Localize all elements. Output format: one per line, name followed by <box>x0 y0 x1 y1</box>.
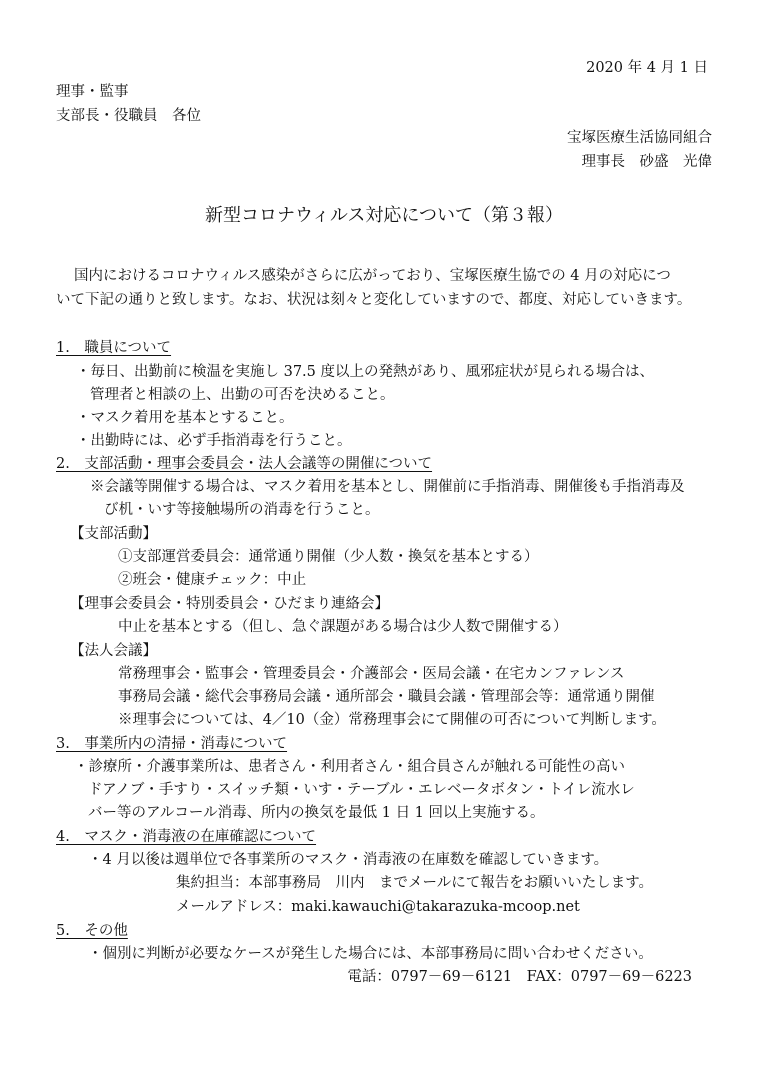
section-heading: 2. 支部活動・理事会委員会・法人会議等の開催について <box>56 456 433 472</box>
list-item: ①支部運営委員会：通常通り開催（少人数・換気を基本とする） <box>118 549 539 565</box>
recipient-line: 理事・監事 <box>56 84 129 100</box>
subsection-label: 【理事会委員会・特別委員会・ひだまり連絡会】 <box>70 596 389 612</box>
list-item: ・毎日、出勤前に検温を実施し 37.5 度以上の発熱があり、風邪症状が見られる場合は、 <box>76 364 654 380</box>
contact-instruction: 集約担当：本部事務局 川内 までメールにて報告をお願いいたします。 <box>176 875 654 891</box>
note-line: び机・いす等接触場所の消毒を行うこと。 <box>104 502 380 518</box>
list-item: 管理者と相談の上、出勤の可否を決めること。 <box>90 387 395 403</box>
sender-organization: 宝塚医療生活協同組合 <box>567 130 712 146</box>
list-item: 中止を基本とする（但し、急ぐ課題がある場合は少人数で開催する） <box>118 619 568 635</box>
list-item: ・個別に判断が必要なケースが発生した場合には、本部事務局に問い合わせください。 <box>88 946 653 962</box>
list-item: バー等のアルコール消毒、所内の換気を最低 1 日 1 回以上実施する。 <box>88 805 545 821</box>
section-heading: 1. 職員について <box>56 340 172 356</box>
date: 2020 年 4 月 1 日 <box>586 60 708 76</box>
section-heading: 5. その他 <box>56 923 128 939</box>
sender-name: 理事長 砂盛 光偉 <box>581 154 712 170</box>
intro-line: いて下記の通りと致します。なお、状況は刻々と変化していますので、都度、対応していきます。 <box>56 292 692 308</box>
list-item: ドアノブ・手すり・スイッチ類・いす・テーブル・エレベータボタン・トイレ流水レ <box>88 782 635 798</box>
list-item: ・出勤時には、必ず手指消毒を行うこと。 <box>76 433 352 449</box>
list-item: ※理事会については、4／10（金）常務理事会にて開催の可否について判断します。 <box>118 712 666 728</box>
page-title: 新型コロナウィルス対応について（第３報） <box>204 205 564 226</box>
list-item: ②班会・健康チェック：中止 <box>118 572 307 588</box>
list-item: ・診療所・介護事業所は、患者さん・利用者さん・組合員さんが触れる可能性の高い <box>74 759 625 775</box>
section-heading: 4. マスク・消毒液の在庫確認について <box>56 829 317 845</box>
recipient-line: 支部長・役職員 各位 <box>56 108 201 124</box>
subsection-label: 【法人会議】 <box>70 643 157 659</box>
note-line: ※会議等開催する場合は、マスク着用を基本とし、開催前に手指消毒、開催後も手指消毒及 <box>90 479 685 495</box>
list-item: 常務理事会・監事会・管理委員会・介護部会・医局会議・在宅カンファレンス <box>118 666 625 682</box>
subsection-label: 【支部活動】 <box>70 526 157 542</box>
section-heading: 3. 事業所内の清掃・消毒について <box>56 736 288 752</box>
list-item: 事務局会議・総代会事務局会議・通所部会・職員会議・管理部会等：通常通り開催 <box>118 689 655 705</box>
email-line: メールアドレス：maki.kawauchi@takarazuka-mcoop.net <box>176 899 580 915</box>
contact-phone-fax: 電話：0797－69－6121 FAX：0797－69－6223 <box>347 969 692 985</box>
list-item: ・4 月以後は週単位で各事業所のマスク・消毒液の在庫数を確認していきます。 <box>88 852 609 868</box>
intro-line: 国内におけるコロナウィルス感染がさらに広がっており、宝塚医療生協での 4 月の対応につ <box>74 268 671 284</box>
list-item: ・マスク着用を基本とすること。 <box>76 410 294 426</box>
